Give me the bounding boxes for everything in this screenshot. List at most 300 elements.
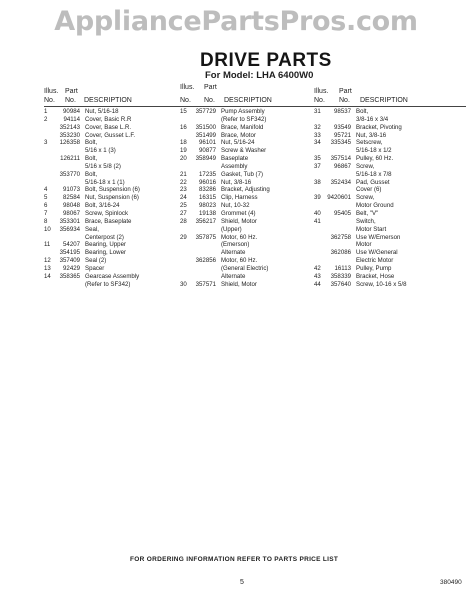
part-number: 352143 <box>59 123 80 131</box>
illus-no-header: No. <box>180 97 191 104</box>
parts-row <box>314 202 466 210</box>
illus-no-header: No. <box>44 97 55 104</box>
illus-number: 27 <box>180 209 187 217</box>
illus-number: 15 <box>180 108 187 115</box>
parts-row <box>180 234 316 242</box>
part-number: 91073 <box>63 186 80 194</box>
part-no-header: No. <box>65 97 76 104</box>
parts-list <box>44 106 181 288</box>
watermark: AppliancePartsPros.com <box>54 6 418 37</box>
part-description: Brace, Baseplate <box>85 217 132 225</box>
part-number: 356934 <box>59 225 80 233</box>
illus-number <box>180 241 191 249</box>
part-description: Motor Start <box>356 225 387 233</box>
description-header: DESCRIPTION <box>224 97 272 104</box>
part-description: Nut, 3/8-16 <box>356 131 387 139</box>
model-subtitle: For Model: LHA 6400W0 <box>205 70 314 81</box>
parts-row <box>44 257 181 265</box>
part-number <box>326 257 356 265</box>
description-header: DESCRIPTION <box>360 97 408 104</box>
part-description: Bracket, Hose <box>356 272 395 280</box>
part-number: 357640 <box>330 280 351 288</box>
part-description: Nut, Suspension (6) <box>85 194 139 202</box>
illus-number: 16 <box>180 123 187 131</box>
parts-row <box>180 179 316 187</box>
part-description: Spacer <box>85 264 105 272</box>
part-description: Clip, Harness <box>221 194 258 202</box>
part-description: Use W/General <box>356 249 398 257</box>
part-number: 352434 <box>330 178 351 186</box>
part-description: Screw & Washer <box>221 147 267 155</box>
illus-header: Illus. <box>44 88 59 95</box>
parts-row <box>44 241 181 249</box>
part-description: Screw, Spinlock <box>85 209 129 217</box>
part-number <box>326 186 356 194</box>
part-number: 92429 <box>63 264 80 272</box>
part-number: 353770 <box>59 170 80 178</box>
illus-number: 20 <box>180 155 187 163</box>
part-number: 358365 <box>59 272 80 280</box>
illus-number: 44 <box>314 280 321 288</box>
part-description: Brace, Motor <box>221 131 256 139</box>
part-description: 3/8-16 x 3/4 <box>356 115 389 123</box>
parts-row <box>180 241 316 249</box>
part-number <box>191 273 221 281</box>
part-number: 54207 <box>63 241 80 249</box>
parts-column-1 <box>44 84 181 288</box>
part-description: Setscrew, <box>356 139 383 147</box>
illus-number <box>44 155 55 163</box>
illus-number: 7 <box>44 209 48 217</box>
part-number: 98048 <box>63 202 80 210</box>
illus-number <box>314 202 326 210</box>
parts-row <box>44 218 181 226</box>
part-description: Pulley, 60 Hz. <box>356 155 394 163</box>
illus-number: 24 <box>180 194 187 202</box>
illus-number: 32 <box>314 123 321 131</box>
part-description: (Emerson) <box>221 241 250 249</box>
part-number: 90877 <box>199 147 216 155</box>
part-header: Part <box>339 88 352 95</box>
illus-number <box>44 249 55 257</box>
parts-row <box>180 273 316 281</box>
part-number <box>55 281 85 289</box>
illus-number <box>314 116 326 124</box>
parts-row <box>180 218 316 226</box>
part-number: 83286 <box>199 186 216 194</box>
part-number: 9420601 <box>327 194 351 202</box>
part-number: 357729 <box>195 108 216 115</box>
part-description: Gasket, Tub (7) <box>221 170 263 178</box>
part-number: 94114 <box>63 115 80 123</box>
parts-row <box>180 202 316 210</box>
illus-number: 2 <box>44 115 48 123</box>
part-number <box>191 163 221 171</box>
part-number: 16113 <box>334 264 351 272</box>
illus-number <box>180 257 191 265</box>
part-number <box>55 234 85 242</box>
part-number: 335345 <box>330 139 351 147</box>
illus-number <box>180 163 191 171</box>
illus-number <box>180 273 191 281</box>
parts-row <box>314 132 466 140</box>
part-description: Bracket, Pivoting <box>356 123 402 131</box>
parts-row <box>314 186 466 194</box>
part-number <box>55 163 85 171</box>
parts-row <box>314 179 466 187</box>
parts-row <box>180 257 316 265</box>
parts-row <box>314 281 466 289</box>
part-description: Grommet (4) <box>221 209 256 217</box>
illus-number <box>44 163 55 171</box>
parts-row <box>180 249 316 257</box>
part-number <box>191 241 221 249</box>
part-description: Bolt, Suspension (6) <box>85 186 140 194</box>
part-no-header: No. <box>204 97 215 104</box>
document-code: 380490 <box>440 579 462 586</box>
description-header: DESCRIPTION <box>84 97 132 104</box>
parts-row <box>180 265 316 273</box>
illus-number: 33 <box>314 131 321 139</box>
part-number <box>326 226 356 234</box>
illus-number: 29 <box>180 233 187 241</box>
illus-number: 28 <box>180 217 187 225</box>
parts-row <box>314 241 466 249</box>
part-number: 358949 <box>195 155 216 163</box>
part-number <box>191 249 221 257</box>
parts-row <box>180 171 316 179</box>
parts-row <box>180 281 316 289</box>
parts-row <box>44 108 181 116</box>
illus-number: 12 <box>44 257 51 265</box>
parts-row <box>314 163 466 171</box>
part-description: Screw, <box>356 162 375 170</box>
illus-number <box>180 226 191 234</box>
parts-row <box>44 194 181 202</box>
part-description: (Refer to SF342) <box>85 280 131 288</box>
illus-header: Illus. <box>180 84 195 91</box>
part-number: 357409 <box>59 257 80 265</box>
part-description: 5/16-18 x 7/8 <box>356 170 392 178</box>
part-description: Shield, Motor <box>221 280 257 288</box>
parts-row <box>180 186 316 194</box>
parts-row <box>314 171 466 179</box>
illus-number <box>44 124 55 132</box>
part-number: 90984 <box>63 108 80 115</box>
parts-row <box>314 226 466 234</box>
parts-row <box>180 116 316 124</box>
illus-number <box>314 257 326 265</box>
illus-number <box>180 116 191 124</box>
part-description: (General Electric) <box>221 264 269 272</box>
parts-column-2 <box>180 84 316 288</box>
part-description: Bolt, <box>85 170 98 178</box>
part-description: Pad, Gusset <box>356 178 390 186</box>
parts-row <box>180 210 316 218</box>
parts-row <box>44 139 181 147</box>
part-number <box>191 116 221 124</box>
part-number: 351500 <box>195 123 216 131</box>
illus-number: 35 <box>314 155 321 163</box>
part-number: 98067 <box>63 209 80 217</box>
illus-number <box>314 147 326 155</box>
part-description: (Upper) <box>221 225 242 233</box>
illus-number: 23 <box>180 186 187 194</box>
illus-number <box>44 147 55 155</box>
illus-number: 38 <box>314 178 321 186</box>
parts-row <box>314 124 466 132</box>
illus-number <box>44 234 55 242</box>
part-number: 17235 <box>199 170 216 178</box>
part-description: Motor Ground <box>356 202 394 210</box>
part-description: Gearcase Assembly <box>85 272 140 280</box>
part-description: Bolt, 3/16-24 <box>85 202 120 210</box>
part-description: Bearing, Lower <box>85 249 126 257</box>
parts-row <box>44 171 181 179</box>
part-description: Seal (2) <box>85 257 107 265</box>
part-description: Cover, Base L.R. <box>85 123 132 131</box>
parts-row <box>180 147 316 155</box>
part-description: Motor, 60 Hz. <box>221 233 258 241</box>
illus-number: 19 <box>180 147 187 155</box>
illus-number: 13 <box>44 264 51 272</box>
part-number: 357514 <box>330 155 351 163</box>
parts-row <box>180 139 316 147</box>
part-description: Switch, <box>356 217 376 225</box>
part-number: 95405 <box>334 209 351 217</box>
part-description: Electric Motor <box>356 257 394 265</box>
illus-number <box>44 132 55 140</box>
part-number: 98537 <box>334 108 351 115</box>
illus-number: 8 <box>44 217 48 225</box>
illus-number: 30 <box>180 280 187 288</box>
part-description: Alternate <box>221 272 246 280</box>
parts-row <box>44 281 181 289</box>
illus-number: 25 <box>180 202 187 210</box>
parts-row <box>314 257 466 265</box>
illus-number: 1 <box>44 108 48 115</box>
part-number <box>191 226 221 234</box>
illus-number: 42 <box>314 264 321 272</box>
illus-number: 18 <box>180 139 187 147</box>
illus-number <box>44 281 55 289</box>
parts-row <box>314 249 466 257</box>
part-description: 5/16-18 x 1 (1) <box>85 178 125 186</box>
parts-list <box>180 106 316 288</box>
part-number: 98023 <box>199 202 216 210</box>
part-description: Bolt, <box>356 108 369 115</box>
parts-row <box>314 194 466 202</box>
parts-row <box>314 273 466 281</box>
part-description: Shield, Motor <box>221 217 257 225</box>
illus-number: 6 <box>44 202 48 210</box>
illus-number <box>180 132 191 140</box>
part-number: 93549 <box>334 123 351 131</box>
part-number: 356217 <box>195 217 216 225</box>
parts-row <box>44 273 181 281</box>
part-description: Bearing, Upper <box>85 241 126 249</box>
parts-column-3 <box>314 84 466 288</box>
part-no-header: No. <box>339 97 350 104</box>
part-number: 357571 <box>195 280 216 288</box>
parts-list <box>314 106 466 288</box>
page-number: 5 <box>240 579 244 586</box>
illus-header: Illus. <box>314 88 329 95</box>
part-number: 351499 <box>195 131 216 139</box>
illus-number <box>314 241 326 249</box>
part-number: 354195 <box>59 249 80 257</box>
page-title: DRIVE PARTS <box>200 50 332 71</box>
parts-row <box>314 265 466 273</box>
illus-no-header: No. <box>314 97 325 104</box>
illus-number <box>180 249 191 257</box>
part-number: 353230 <box>59 131 80 139</box>
parts-row <box>314 155 466 163</box>
part-number: 96101 <box>199 139 216 147</box>
part-number: 96016 <box>199 178 216 186</box>
part-description: Nut, 3/8-16 <box>221 178 252 186</box>
parts-row <box>44 147 181 155</box>
part-description: Motor <box>356 241 372 249</box>
part-description: Cover, Basic R.R <box>85 115 132 123</box>
part-number <box>326 116 356 124</box>
part-number <box>326 171 356 179</box>
part-description: Screw, 10-16 x 5/8 <box>356 280 407 288</box>
illus-number: 39 <box>314 194 321 202</box>
part-description: 5/16 x 1 (3) <box>85 147 116 155</box>
part-description: Nut, 5/16-18 <box>85 108 119 115</box>
ordering-note: FOR ORDERING INFORMATION REFER TO PARTS PRICE LIST <box>130 556 339 563</box>
parts-row <box>44 226 181 234</box>
parts-row <box>44 116 181 124</box>
illus-number: 21 <box>180 170 187 178</box>
part-number: 357875 <box>195 233 216 241</box>
illus-number: 3 <box>44 139 48 147</box>
part-number: 82584 <box>63 194 80 202</box>
part-description: Centerpost (2) <box>85 233 124 241</box>
illus-number: 41 <box>314 217 321 225</box>
parts-row <box>44 179 181 187</box>
illus-number: 10 <box>44 225 51 233</box>
parts-row <box>44 202 181 210</box>
part-description: Belt, "V" <box>356 209 379 217</box>
illus-number: 31 <box>314 108 321 115</box>
part-header: Part <box>204 84 217 91</box>
part-description: Cover, Gusset L.F. <box>85 131 136 139</box>
parts-row <box>314 210 466 218</box>
part-description: 5/16-18 x 1/2 <box>356 147 392 155</box>
part-description: (Refer to SF342) <box>221 115 267 123</box>
part-description: Assembly <box>221 162 248 170</box>
illus-number: 34 <box>314 139 321 147</box>
illus-number <box>180 265 191 273</box>
parts-row <box>44 265 181 273</box>
part-number: 19138 <box>199 209 216 217</box>
part-description: Bracket, Adjusting <box>221 186 270 194</box>
column-header <box>314 84 466 106</box>
illus-number: 43 <box>314 272 321 280</box>
illus-number: 40 <box>314 209 321 217</box>
part-description: Motor, 60 Hz. <box>221 257 258 265</box>
part-number: 353301 <box>59 217 80 225</box>
part-description: Screw, <box>356 194 375 202</box>
parts-row <box>180 155 316 163</box>
part-number: 362856 <box>195 257 216 265</box>
illus-number: 37 <box>314 162 321 170</box>
parts-row <box>180 163 316 171</box>
part-description: Seal, <box>85 225 99 233</box>
parts-row <box>180 124 316 132</box>
illus-number: 11 <box>44 241 51 249</box>
part-description: Pulley, Pump <box>356 264 392 272</box>
parts-row <box>314 139 466 147</box>
part-number: 358339 <box>330 272 351 280</box>
part-description: Baseplate <box>221 155 249 163</box>
part-number: 362758 <box>330 233 351 241</box>
parts-row <box>314 218 466 226</box>
parts-row <box>180 108 316 116</box>
parts-row <box>44 234 181 242</box>
part-number: 126358 <box>59 139 80 147</box>
part-number <box>326 241 356 249</box>
parts-row <box>314 108 466 116</box>
part-number: 126211 <box>60 155 80 163</box>
illus-number <box>314 171 326 179</box>
parts-row <box>44 163 181 171</box>
part-number <box>326 202 356 210</box>
parts-row <box>44 249 181 257</box>
illus-number: 22 <box>180 178 187 186</box>
illus-number <box>44 171 55 179</box>
part-description: Pump Assembly <box>221 108 265 115</box>
illus-number: 4 <box>44 186 48 194</box>
parts-row <box>44 186 181 194</box>
part-description: Alternate <box>221 249 246 257</box>
part-number <box>326 147 356 155</box>
part-description: Bolt, <box>85 139 98 147</box>
parts-row <box>314 116 466 124</box>
part-description: Use W/Emerson <box>356 233 401 241</box>
part-number <box>326 218 356 226</box>
part-description: Brace, Manifold <box>221 123 264 131</box>
parts-row <box>44 155 181 163</box>
parts-row <box>180 226 316 234</box>
parts-row <box>44 124 181 132</box>
parts-row <box>44 132 181 140</box>
part-description: Cover (6) <box>356 186 382 194</box>
part-number: 362086 <box>330 249 351 257</box>
parts-row <box>314 147 466 155</box>
illus-number <box>314 249 326 257</box>
column-header <box>44 84 181 106</box>
parts-row <box>180 194 316 202</box>
part-number: 96867 <box>334 162 351 170</box>
illus-number <box>314 234 326 242</box>
part-number: 95721 <box>334 131 351 139</box>
part-number <box>55 147 85 155</box>
parts-row <box>44 210 181 218</box>
parts-row <box>180 132 316 140</box>
column-header <box>180 84 316 106</box>
illus-number: 5 <box>44 194 48 202</box>
parts-row <box>314 234 466 242</box>
part-number <box>55 179 85 187</box>
illus-number <box>314 186 326 194</box>
part-number: 16315 <box>199 194 216 202</box>
illus-number <box>44 179 55 187</box>
part-header: Part <box>65 88 78 95</box>
illus-number <box>314 226 326 234</box>
